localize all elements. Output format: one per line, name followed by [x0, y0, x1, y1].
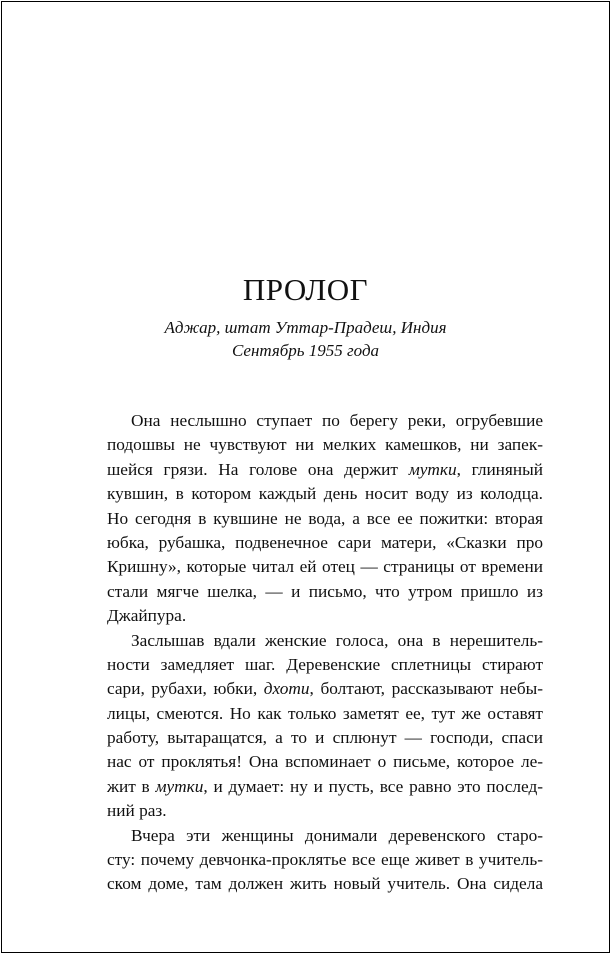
italic-term: мутки: [155, 776, 204, 796]
text-line: [107, 604, 543, 628]
text-run: , глиняный: [456, 459, 543, 479]
text-run: Заслышав вдали женские голоса, она в нерешитель-: [131, 630, 543, 650]
text-run: сту: почему девчонка-проклятье все еще живет в учитель-: [107, 850, 543, 870]
text-line: [107, 702, 543, 726]
italic-term: дхоти: [263, 679, 310, 699]
text-line: [107, 872, 543, 896]
text-line: [107, 433, 543, 457]
text-run: Она неслышно ступает по берегу реки, огрубевшие: [131, 411, 543, 430]
text-line: [107, 409, 543, 433]
chapter-title: ПРОЛОГ: [242, 272, 369, 307]
text-line: [107, 799, 543, 823]
text-line: [107, 507, 543, 531]
text-run: , и думает: ну и пусть, все равно это послед-: [203, 776, 543, 796]
body-text: [107, 409, 543, 897]
text-line: [107, 750, 543, 774]
text-run: ний раз.: [107, 801, 167, 821]
italic-term: мутки: [408, 459, 457, 479]
text-line: [107, 555, 543, 579]
text-run: Кришну», которые читал ей отец — страницы от времени: [107, 557, 543, 577]
text-line: [107, 824, 543, 848]
text-line: [107, 580, 543, 604]
text-line: [107, 458, 543, 482]
text-line: [107, 726, 543, 750]
text-run: ности замедляет шаг. Деревенские сплетницы стирают: [107, 654, 543, 674]
text-run: ском доме, там должен жить новый учитель. Она сидела: [107, 874, 543, 894]
text-run: подошвы не чувствуют ни мелких камешков, ни запек-: [107, 435, 543, 455]
text-run: сари, рубахи, юбки,: [107, 679, 264, 699]
text-line: [107, 629, 543, 653]
text-line: [107, 482, 543, 506]
paragraph: [107, 629, 543, 824]
chapter-date: Сентябрь 1955 года: [231, 341, 380, 360]
text-run: шейся грязи. На голове она держит: [107, 459, 409, 479]
text-run: лицы, смеются. Но как только заметят ее, тут же оставят: [107, 703, 543, 723]
text-run: стали мягче шелка, — и письмо, что утром пришло из: [107, 581, 543, 601]
text-run: Но сегодня в кувшине не вода, а все ее пожитки: вторая: [107, 508, 543, 528]
text-run: Вчера эти женщины донимали деревенского старо-: [131, 825, 543, 845]
text-run: кувшин, в котором каждый день носит воду из колодца.: [107, 484, 543, 504]
text-run: , болтают, рассказывают небы-: [309, 679, 543, 699]
paragraph: [107, 409, 543, 629]
text-line: [107, 677, 543, 701]
text-line: [107, 653, 543, 677]
text-run: юбка, рубашка, подвенечное сари матери, «Сказки про: [107, 532, 543, 552]
text-line: [107, 531, 543, 555]
chapter-place: Аджар, штат Уттар-Прадеш, Индия: [164, 318, 447, 337]
paragraph: [107, 824, 543, 897]
text-run: нас от проклятья! Она вспоминает о письме, которое ле-: [107, 752, 543, 772]
text-line: [107, 775, 543, 799]
text-run: Джайпура.: [107, 606, 187, 626]
text-run: работу, вытаращатся, а то и сплюнут — господи, спаси: [107, 728, 543, 748]
text-line: [107, 848, 543, 872]
text-run: жит в: [107, 776, 156, 796]
